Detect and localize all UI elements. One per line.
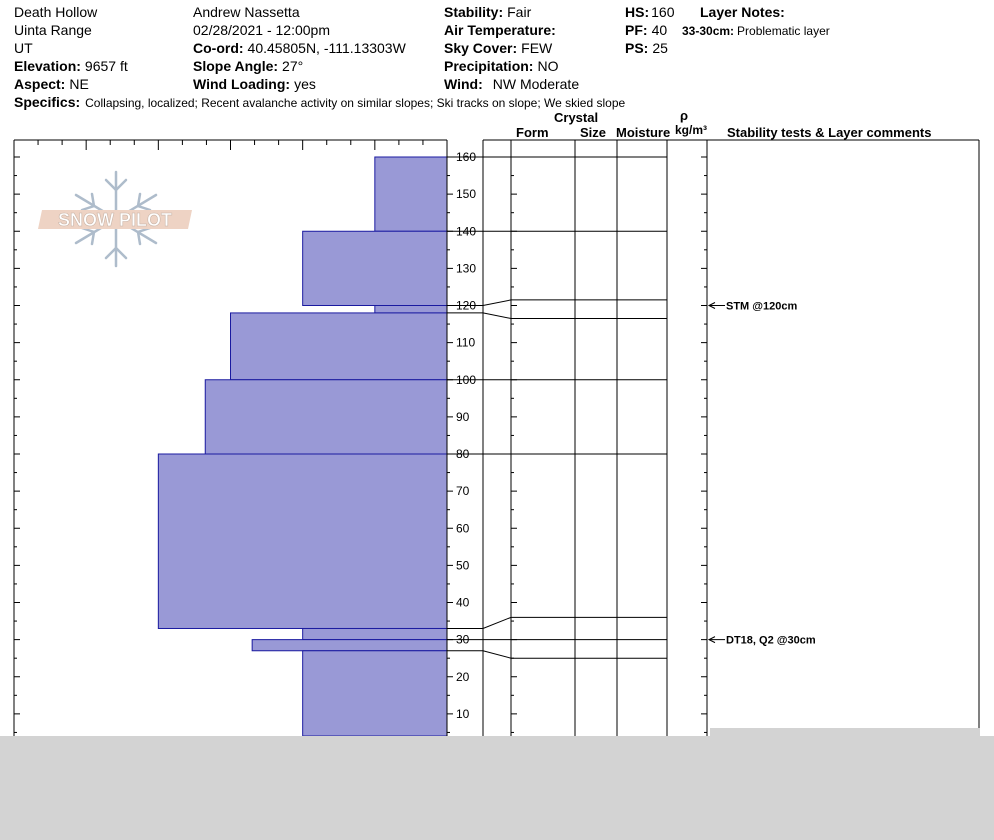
layer-boundary (447, 651, 667, 658)
layer-boundary (447, 617, 667, 628)
coord-value: 40.45805N, -111.13303W (247, 40, 406, 56)
coord-label: Co-ord: (193, 40, 244, 56)
hardness-bar (205, 380, 447, 454)
hs-label: HS: (625, 4, 650, 20)
hardness-bar (375, 157, 447, 231)
stability-value: Fair (507, 4, 532, 20)
depth-tick-label: 140 (456, 224, 477, 239)
depth-tick-label: 10 (456, 706, 470, 721)
air-temp-label: Air Temperature: (444, 22, 556, 38)
depth-tick-label: 100 (456, 372, 477, 387)
observation-datetime: 02/28/2021 - 12:00pm (193, 22, 330, 38)
range-name: Uinta Range (14, 22, 92, 38)
layer-boundary (447, 313, 667, 319)
stability-label: Stability: (444, 4, 504, 20)
ps-value: 25 (652, 40, 668, 56)
moisture-header: Moisture (616, 125, 671, 140)
depth-tick-label: 20 (456, 669, 470, 684)
test-label: DT18, Q2 @30cm (726, 634, 816, 647)
test-label: STM @120cm (726, 300, 798, 313)
form-header: Form (516, 125, 549, 140)
logo-text: SNOW PILOT (58, 210, 172, 230)
ps-label: PS: (625, 40, 649, 56)
density-unit-header: kg/m³ (675, 123, 708, 137)
size-header: Size (580, 125, 607, 140)
specifics-label: Specifics: (14, 94, 81, 110)
observer-name: Andrew Nassetta (193, 4, 300, 20)
wind-loading-value: yes (294, 76, 316, 92)
depth-tick-label: 110 (456, 335, 476, 350)
depth-tick-label: 160 (456, 150, 477, 164)
gray-strip (710, 728, 980, 736)
pf-value: 40 (651, 22, 668, 38)
layer-notes-label: Layer Notes: (700, 4, 785, 20)
depth-tick-label: 50 (456, 558, 470, 573)
specifics-value: Collapsing, localized; Recent avalanche activity on similar slopes; Ski tracks on slope; We skied slope (85, 96, 626, 110)
precip-value: NO (537, 58, 559, 74)
depth-tick-label: 120 (456, 298, 477, 313)
sky-value: FEW (521, 40, 553, 56)
crystal-header: Crystal (554, 110, 599, 125)
depth-tick-label: 60 (456, 521, 470, 536)
layer-note-text: Problematic layer (737, 24, 830, 38)
snowpilot-logo (38, 172, 192, 266)
hardness-bar (231, 313, 448, 380)
aspect-value: NE (69, 76, 89, 92)
wind-loading-label: Wind Loading: (193, 76, 291, 92)
rho-header: ρ (680, 108, 689, 123)
wind-value: NW Moderate (492, 76, 580, 92)
hardness-bar (303, 231, 447, 305)
depth-tick-label: 80 (456, 447, 470, 461)
depth-tick-label: 130 (456, 261, 477, 276)
state-name: UT (14, 40, 33, 56)
slope-label: Slope Angle: (193, 58, 279, 74)
depth-tick-label: 30 (456, 632, 470, 647)
location-name: Death Hollow (14, 4, 98, 20)
wind-label: Wind: (444, 76, 483, 92)
hardness-bar (303, 651, 447, 736)
stability-tests-header: Stability tests & Layer comments (727, 125, 932, 140)
layer-boundary (447, 300, 667, 306)
hardness-bar (252, 640, 447, 651)
aspect-label: Aspect: (14, 76, 66, 92)
elevation-value: 9657 ft (84, 58, 128, 74)
elevation-label: Elevation: (14, 58, 81, 74)
depth-tick-label: 90 (456, 409, 470, 424)
hs-value: 160 (651, 4, 675, 20)
depth-tick-label: 150 (456, 187, 477, 202)
precip-label: Precipitation: (444, 58, 534, 74)
depth-tick-label: 70 (456, 484, 470, 499)
sky-label: Sky Cover: (444, 40, 518, 56)
empty-bottom-area (0, 736, 994, 840)
hardness-bar (375, 306, 447, 313)
pf-label: PF: (625, 22, 648, 38)
hardness-bar (158, 454, 447, 628)
layer-note-depth: 33-30cm: (682, 24, 735, 38)
depth-tick-label: 40 (456, 595, 470, 610)
slope-value: 27° (282, 58, 304, 74)
hardness-bar (303, 628, 447, 639)
